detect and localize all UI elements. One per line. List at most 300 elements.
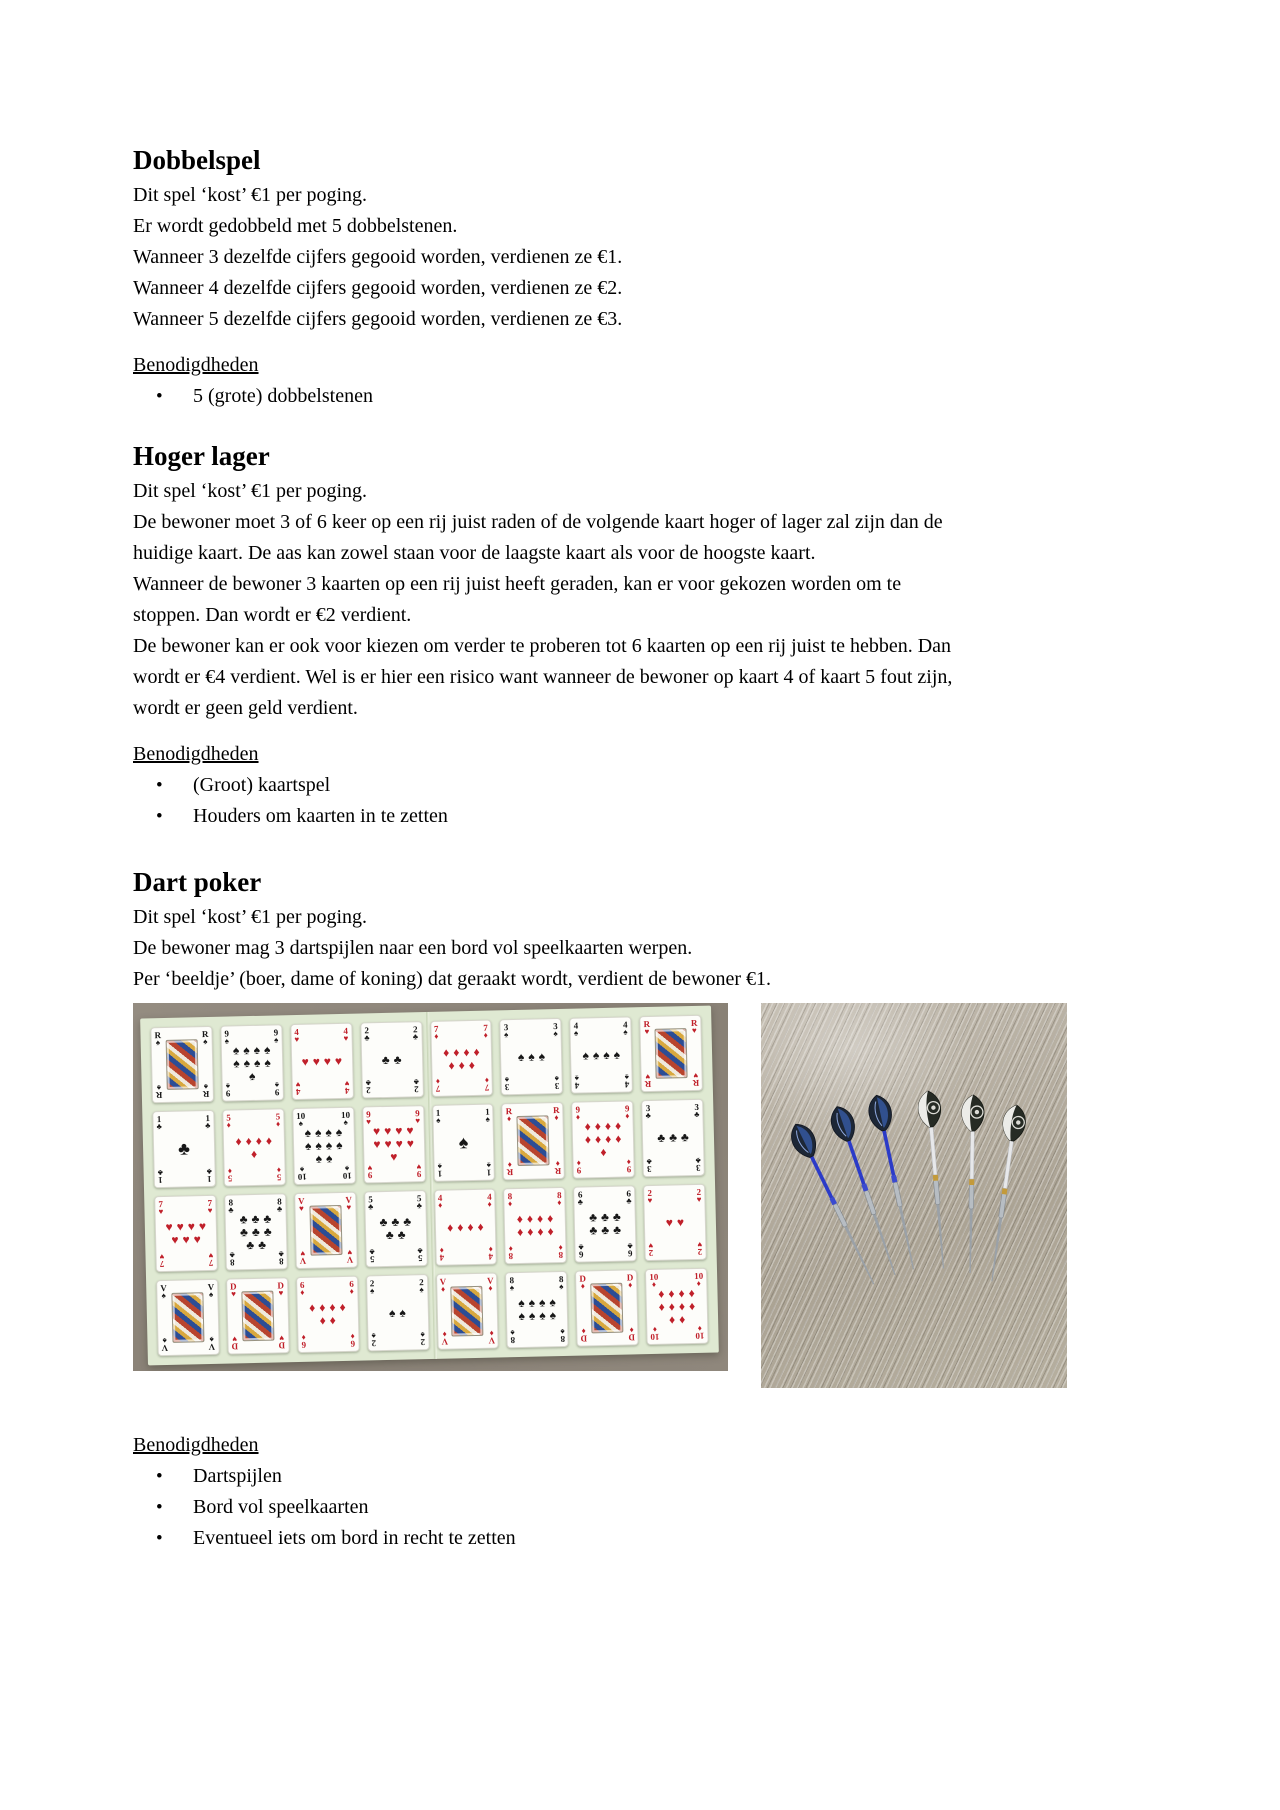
section-hoger-lager <box>133 436 1154 832</box>
card-index: R ♥ <box>690 1017 698 1036</box>
card-index: 8 ♦ <box>558 1242 563 1260</box>
card-index: 4 ♦ <box>439 1245 444 1263</box>
card-pip: ♦ <box>468 1057 476 1072</box>
card-pip: ♥ <box>390 1150 398 1165</box>
card-pip: ♠ <box>528 1309 536 1324</box>
body-line: De bewoner moet 3 of 6 keer op een rij juist raden of de volgende kaart hoger of lager zal zijn dan de <box>133 511 943 533</box>
card-pip: ♥ <box>312 1054 321 1069</box>
cards-grid <box>150 1015 708 1356</box>
card-index: D ♥ <box>277 1280 285 1298</box>
card-index: 2 ♣ <box>365 1078 371 1096</box>
card-index: 1 ♣ <box>206 1166 212 1184</box>
bullet-glyph: • <box>156 1528 163 1549</box>
list-item-text: 5 (grote) dobbelstenen <box>193 385 373 407</box>
card-index: 10 ♠ <box>340 1110 351 1128</box>
card-pip: ♥ <box>187 1219 196 1234</box>
card-center <box>512 1115 555 1166</box>
card-pip: ♦ <box>250 1146 258 1161</box>
card-index: 4 ♦ <box>488 1244 494 1262</box>
card-pip: ♣ <box>657 1131 666 1146</box>
card-pip: ♦ <box>668 1312 676 1327</box>
card-index: 5 ♣ <box>416 1192 423 1210</box>
card-index: V ♥ <box>297 1195 305 1213</box>
card-pip: ♠ <box>399 1305 406 1320</box>
card-pip: ♠ <box>538 1295 546 1310</box>
card-pip: ♣ <box>613 1222 622 1237</box>
playing-card-D♦ <box>575 1269 639 1347</box>
card-pip: ♥ <box>301 1054 309 1069</box>
card-index: 4 ♥ <box>343 1025 349 1043</box>
card-pip: ♥ <box>176 1219 184 1234</box>
section-title-dart-poker: Dart poker <box>133 867 262 897</box>
card-pip: ♦ <box>448 1058 455 1073</box>
card-index: 2 ♥ <box>647 1187 653 1205</box>
card-pip: ♠ <box>388 1305 396 1320</box>
card-center <box>232 1122 275 1173</box>
requirements-list-dart-poker <box>133 1461 1154 1554</box>
card-index: 8 ♦ <box>508 1243 514 1261</box>
card-pip: ♠ <box>549 1295 556 1310</box>
card-pip: ♣ <box>393 1052 402 1067</box>
card-index: 5 ♦ <box>227 1165 233 1184</box>
card-index: 1 ♣ <box>156 1114 162 1132</box>
body-line: stoppen. Dan wordt er €2 verdient. <box>133 604 412 626</box>
requirements-label-dart-poker: Benodigdheden <box>133 1434 259 1456</box>
list-item-text: Eventueel iets om bord in recht te zetten <box>193 1527 516 1549</box>
card-center <box>236 1290 279 1341</box>
playing-card-D♥ <box>226 1277 290 1355</box>
card-index: 10 ♠ <box>296 1111 306 1129</box>
card-pip: ♠ <box>458 1132 469 1153</box>
card-index: 2 ♠ <box>420 1330 426 1348</box>
card-index: 8 ♣ <box>277 1249 284 1267</box>
card-index: 6 ♦ <box>299 1279 305 1297</box>
card-index: V ♦ <box>488 1328 496 1346</box>
card-index: 9 ♥ <box>416 1161 422 1179</box>
darts-illustration <box>761 1003 1067 1388</box>
playing-card-2♠ <box>366 1274 430 1352</box>
section-body-dart-poker <box>133 902 1154 995</box>
card-index: 2 ♠ <box>371 1331 376 1349</box>
card-index: 10 ♦ <box>650 1324 660 1343</box>
card-pip: ♣ <box>246 1237 255 1252</box>
section-body-dobbelspel <box>133 180 1154 335</box>
card-index: R ♠ <box>203 1082 210 1100</box>
card-pip: ♣ <box>379 1215 388 1230</box>
card-index: D ♦ <box>579 1273 587 1291</box>
body-line: Wanneer de bewoner 3 kaarten op een rij juist heeft geraden, kan er voor gekozen worden om te <box>133 573 902 595</box>
card-pip: ♣ <box>251 1211 260 1226</box>
playing-card-6♦ <box>296 1275 360 1353</box>
playing-card-9♦ <box>571 1101 635 1179</box>
card-index: D ♦ <box>628 1325 635 1343</box>
card-pip: ♠ <box>243 1056 251 1071</box>
card-index: R ♥ <box>643 1018 651 1037</box>
card-pip: ♣ <box>239 1211 248 1226</box>
photos-row <box>133 1003 1154 1388</box>
playing-card-6♣ <box>573 1185 637 1263</box>
card-pip: ♦ <box>443 1045 450 1060</box>
card-pip: ♦ <box>309 1300 316 1316</box>
card-index: 10 ♦ <box>695 1323 705 1342</box>
card-pip: ♥ <box>165 1219 173 1235</box>
card-index: 5 ♦ <box>226 1112 231 1130</box>
section-title-hoger-lager: Hoger lager <box>133 441 270 471</box>
card-index: 9 ♠ <box>274 1080 280 1098</box>
card-pip: ♦ <box>457 1219 464 1235</box>
card-index: 7 ♦ <box>435 1076 440 1095</box>
card-center <box>166 1292 209 1343</box>
card-index: D ♥ <box>231 1334 239 1352</box>
card-pip: ♦ <box>477 1219 484 1234</box>
card-face-portrait <box>171 1292 204 1343</box>
card-pip: ♠ <box>335 1138 343 1153</box>
card-index: 6 ♣ <box>578 1242 585 1260</box>
card-pip: ♣ <box>589 1223 598 1238</box>
bullet-glyph: • <box>156 1466 163 1487</box>
card-pip: ♥ <box>193 1232 201 1247</box>
card-index: V ♦ <box>440 1329 448 1347</box>
playing-card-V♥ <box>294 1191 358 1269</box>
requirement-item <box>133 1523 1154 1554</box>
card-index: 6 ♣ <box>577 1189 584 1207</box>
bullet-glyph: • <box>156 806 163 827</box>
cards-board-photo <box>133 1003 728 1371</box>
playing-card-R♠ <box>150 1026 214 1104</box>
card-pip: ♦ <box>668 1286 675 1301</box>
card-pip: ♠ <box>248 1069 256 1084</box>
dart-4-target <box>917 1090 955 1269</box>
playing-card-3♣ <box>641 1099 705 1177</box>
card-pip: ♥ <box>334 1054 343 1069</box>
requirements-label-hoger-lager: Benodigdheden <box>133 743 259 765</box>
body-line: wordt er geen geld verdient. <box>133 697 358 719</box>
card-pip: ♣ <box>391 1214 400 1229</box>
card-index: V ♦ <box>439 1276 447 1294</box>
card-center <box>374 1203 417 1254</box>
card-pip: ♦ <box>319 1300 326 1315</box>
playing-card-8♣ <box>224 1193 288 1271</box>
playing-card-V♦ <box>436 1272 500 1350</box>
card-pip: ♦ <box>339 1300 346 1315</box>
card-pip: ♦ <box>527 1224 534 1239</box>
card-pip: ♦ <box>526 1211 534 1226</box>
requirement-item <box>133 1461 1154 1492</box>
card-index: 4 ♠ <box>574 1073 580 1091</box>
card-pip: ♥ <box>182 1232 190 1247</box>
card-index: 3 ♠ <box>554 1074 560 1092</box>
card-index: 5 ♣ <box>367 1193 374 1211</box>
card-index: 5 ♣ <box>369 1247 375 1265</box>
card-pip: ♣ <box>668 1130 678 1145</box>
card-pip: ♠ <box>263 1042 271 1057</box>
card-index: 8 ♠ <box>510 1328 516 1346</box>
card-face-portrait <box>241 1290 274 1341</box>
card-index: 7 ♥ <box>208 1250 214 1268</box>
playing-card-5♣ <box>364 1190 428 1268</box>
body-line: Er wordt gedobbeld met 5 dobbelstenen. <box>133 215 458 237</box>
card-pip: ♠ <box>517 1049 525 1065</box>
card-center <box>163 1123 206 1174</box>
card-index: 3 ♣ <box>695 1155 701 1173</box>
card-pip: ♥ <box>665 1215 674 1230</box>
card-center <box>300 1036 343 1087</box>
card-index: V ♠ <box>207 1281 215 1299</box>
card-pip: ♠ <box>539 1308 546 1323</box>
card-pip: ♦ <box>467 1219 474 1234</box>
card-index: 8 ♣ <box>229 1250 235 1268</box>
card-index: 3 ♣ <box>694 1102 700 1120</box>
card-pip: ♦ <box>458 1057 465 1072</box>
card-index: R ♠ <box>201 1028 209 1047</box>
card-pip: ♣ <box>385 1227 394 1243</box>
bullet-glyph: • <box>156 1497 163 1518</box>
playing-card-R♥ <box>639 1015 703 1093</box>
card-pip: ♦ <box>658 1299 665 1314</box>
card-center <box>164 1208 207 1259</box>
darts-photo <box>761 1003 1067 1388</box>
card-pip: ♦ <box>688 1298 696 1314</box>
card-pip: ♠ <box>335 1125 343 1140</box>
card-index: 6 ♦ <box>350 1331 356 1349</box>
body-line: Per ‘beeldje’ (boer, dame of koning) dat geraakt wordt, verdient de bewoner €1. <box>133 968 772 990</box>
card-pip: ♦ <box>235 1134 242 1149</box>
card-index: 4 ♦ <box>487 1191 492 1209</box>
card-index: 8 ♦ <box>556 1189 562 1207</box>
body-line: Wanneer 5 dezelfde cijfers gegooid worden, verdienen ze €3. <box>133 308 623 330</box>
card-face-portrait <box>517 1116 550 1167</box>
card-pip: ♦ <box>245 1133 252 1149</box>
card-index: V ♠ <box>208 1334 216 1353</box>
dart-3-blue <box>866 1093 925 1272</box>
card-index: 9 ♥ <box>366 1109 372 1127</box>
card-pip: ♠ <box>304 1139 312 1154</box>
card-index: R ♦ <box>506 1159 514 1177</box>
card-index: 10 ♦ <box>694 1270 704 1288</box>
card-pip: ♦ <box>679 1312 686 1327</box>
card-pip: ♦ <box>584 1119 591 1134</box>
card-center <box>510 1031 553 1082</box>
card-pip: ♦ <box>604 1119 612 1134</box>
card-index: V ♥ <box>299 1248 307 1266</box>
card-center <box>582 1114 625 1165</box>
card-pip: ♦ <box>255 1133 263 1148</box>
card-index: 1 ♠ <box>485 1106 490 1124</box>
playing-card-2♥ <box>643 1183 707 1261</box>
card-index: 1 ♠ <box>435 1107 441 1126</box>
card-pip: ♥ <box>406 1136 415 1151</box>
dart-5-target <box>959 1095 984 1273</box>
card-index: V ♠ <box>160 1282 167 1300</box>
card-index: R ♦ <box>505 1106 513 1124</box>
card-pip: ♦ <box>453 1044 460 1060</box>
card-pip: ♥ <box>395 1123 403 1139</box>
requirement-item <box>133 1492 1154 1523</box>
card-index: R ♦ <box>554 1158 562 1176</box>
body-line: De bewoner mag 3 dartspijlen naar een bord vol speelkaarten werpen. <box>133 937 693 959</box>
playing-card-8♠ <box>505 1271 569 1349</box>
card-pip: ♣ <box>600 1210 610 1225</box>
card-pip: ♥ <box>171 1232 179 1247</box>
card-pip: ♥ <box>384 1137 392 1152</box>
card-index: D ♦ <box>580 1326 588 1344</box>
card-center <box>302 1120 345 1171</box>
card-index: 2 ♠ <box>369 1278 375 1296</box>
playing-card-4♠ <box>569 1016 633 1094</box>
card-pip: ♠ <box>314 1125 322 1140</box>
card-pip: ♦ <box>329 1313 337 1328</box>
card-pip: ♣ <box>397 1227 406 1242</box>
card-pip: ♦ <box>473 1044 480 1059</box>
card-index: 4 ♠ <box>622 1019 628 1037</box>
card-pip: ♠ <box>315 1151 323 1166</box>
section-body-hoger-lager <box>133 476 1154 724</box>
card-center <box>653 1196 696 1247</box>
card-pip: ♦ <box>594 1119 602 1134</box>
card-center <box>446 1285 489 1336</box>
card-center <box>580 1030 623 1081</box>
card-index: 9 ♦ <box>624 1103 630 1121</box>
card-pip: ♦ <box>537 1224 544 1239</box>
card-pip: ♦ <box>446 1220 454 1235</box>
playing-card-10♠ <box>292 1107 356 1185</box>
card-index: 9 ♦ <box>575 1104 581 1122</box>
card-index: V ♥ <box>346 1247 354 1265</box>
card-index: 2 ♣ <box>364 1025 370 1043</box>
card-index: 9 ♠ <box>273 1027 279 1045</box>
card-pip: ♠ <box>264 1055 271 1070</box>
card-pip: ♣ <box>251 1224 260 1239</box>
card-pip: ♦ <box>605 1132 612 1147</box>
card-index: 3 ♠ <box>503 1022 509 1040</box>
card-pip: ♠ <box>518 1309 526 1324</box>
card-index: 7 ♦ <box>483 1022 488 1040</box>
card-index: 10 ♠ <box>297 1164 307 1182</box>
card-index: R ♦ <box>552 1105 560 1123</box>
card-index: 2 ♣ <box>413 1077 420 1095</box>
body-line: Wanneer 4 dezelfde cijfers gegooid worden, verdienen ze €2. <box>133 277 623 299</box>
playing-card-V♠ <box>156 1279 220 1357</box>
card-index: 6 ♣ <box>627 1241 633 1259</box>
card-index: 8 ♦ <box>507 1190 513 1208</box>
list-item-text: (Groot) kaartspel <box>193 774 331 796</box>
section-dobbelspel <box>133 140 1154 412</box>
card-index: 8 ♣ <box>228 1196 234 1215</box>
card-index: D ♦ <box>626 1272 634 1290</box>
card-index: 9 ♥ <box>367 1162 373 1180</box>
card-center <box>372 1119 415 1170</box>
card-index: V ♦ <box>486 1275 494 1293</box>
card-pip: ♣ <box>381 1052 390 1068</box>
requirement-item <box>133 801 1154 832</box>
list-item-text: Bord vol speelkaarten <box>193 1496 369 1518</box>
requirement-item <box>133 381 1154 412</box>
card-pip: ♠ <box>549 1308 557 1323</box>
card-pip: ♦ <box>688 1285 695 1301</box>
card-pip: ♠ <box>315 1138 322 1153</box>
card-pip: ♥ <box>384 1124 392 1139</box>
card-center <box>514 1200 557 1251</box>
card-face-portrait <box>655 1028 688 1079</box>
card-index: R ♠ <box>155 1083 163 1101</box>
card-index: 2 ♥ <box>697 1239 703 1257</box>
card-pip: ♦ <box>678 1286 685 1301</box>
card-index: 3 ♠ <box>553 1021 558 1039</box>
card-index: 3 ♣ <box>646 1156 652 1174</box>
card-center <box>516 1284 559 1335</box>
card-pip: ♦ <box>265 1133 273 1148</box>
card-pip: ♦ <box>584 1132 592 1147</box>
card-face-portrait <box>166 1039 199 1090</box>
card-index: 6 ♣ <box>626 1187 632 1206</box>
card-pip: ♣ <box>612 1209 621 1224</box>
card-pip: ♦ <box>319 1313 326 1328</box>
list-item-text: Houders om kaarten in te zetten <box>193 805 448 827</box>
card-pip: ♠ <box>528 1296 536 1311</box>
card-index: 2 ♣ <box>412 1024 419 1042</box>
card-pip: ♥ <box>372 1124 381 1139</box>
playing-card-2♣ <box>360 1021 424 1099</box>
playing-card-1♠ <box>432 1104 496 1182</box>
green-card-board <box>140 1006 719 1366</box>
card-index: 8 ♠ <box>558 1273 564 1291</box>
card-index: 9 ♥ <box>415 1108 421 1126</box>
card-pip: ♠ <box>253 1042 261 1058</box>
card-index: 7 ♥ <box>207 1197 213 1215</box>
card-pip: ♠ <box>582 1048 590 1063</box>
card-index: 4 ♦ <box>437 1192 443 1210</box>
card-index: 4 ♥ <box>294 1026 300 1045</box>
card-index: 8 ♠ <box>509 1274 515 1292</box>
card-pip: ♦ <box>615 1132 622 1147</box>
body-line: Dit spel ‘kost’ €1 per poging. <box>133 906 368 928</box>
card-pip: ♦ <box>536 1211 544 1226</box>
requirement-item <box>133 770 1154 801</box>
card-index: V ♥ <box>345 1194 353 1212</box>
card-index: 1 ♠ <box>437 1161 442 1179</box>
card-pip: ♣ <box>263 1211 272 1226</box>
section-title-dobbelspel: Dobbelspel <box>133 145 261 175</box>
card-center <box>650 1028 693 1079</box>
body-line: huidige kaart. De aas kan zowel staan voor de laagste kaart als voor de hoogste kaart. <box>133 542 816 564</box>
card-center <box>230 1038 273 1089</box>
card-pip: ♥ <box>373 1137 381 1152</box>
card-index: 10 ♦ <box>649 1271 659 1289</box>
card-pip: ♠ <box>304 1126 312 1141</box>
card-face-portrait <box>309 1205 342 1256</box>
card-index: 9 ♦ <box>576 1158 582 1176</box>
card-index: 9 ♠ <box>225 1081 231 1099</box>
card-pip: ♠ <box>325 1151 333 1166</box>
card-center <box>440 1033 483 1084</box>
card-center <box>652 1112 695 1163</box>
card-index: 2 ♠ <box>419 1276 424 1295</box>
card-center <box>306 1289 349 1340</box>
card-index: 1 ♣ <box>157 1167 163 1185</box>
card-pip: ♦ <box>329 1300 336 1315</box>
card-center <box>655 1281 698 1332</box>
requirements-list-hoger-lager <box>133 770 1154 832</box>
dart-2-blue <box>827 1103 906 1279</box>
body-line: Dit spel ‘kost’ €1 per poging. <box>133 184 368 206</box>
card-pip: ♥ <box>676 1214 685 1230</box>
card-center <box>442 1117 485 1168</box>
card-pip: ♣ <box>177 1138 191 1160</box>
playing-card-R♦ <box>502 1102 566 1180</box>
card-index: 6 ♦ <box>301 1332 306 1350</box>
card-pip: ♣ <box>239 1224 249 1239</box>
card-index: 5 ♦ <box>276 1164 282 1182</box>
